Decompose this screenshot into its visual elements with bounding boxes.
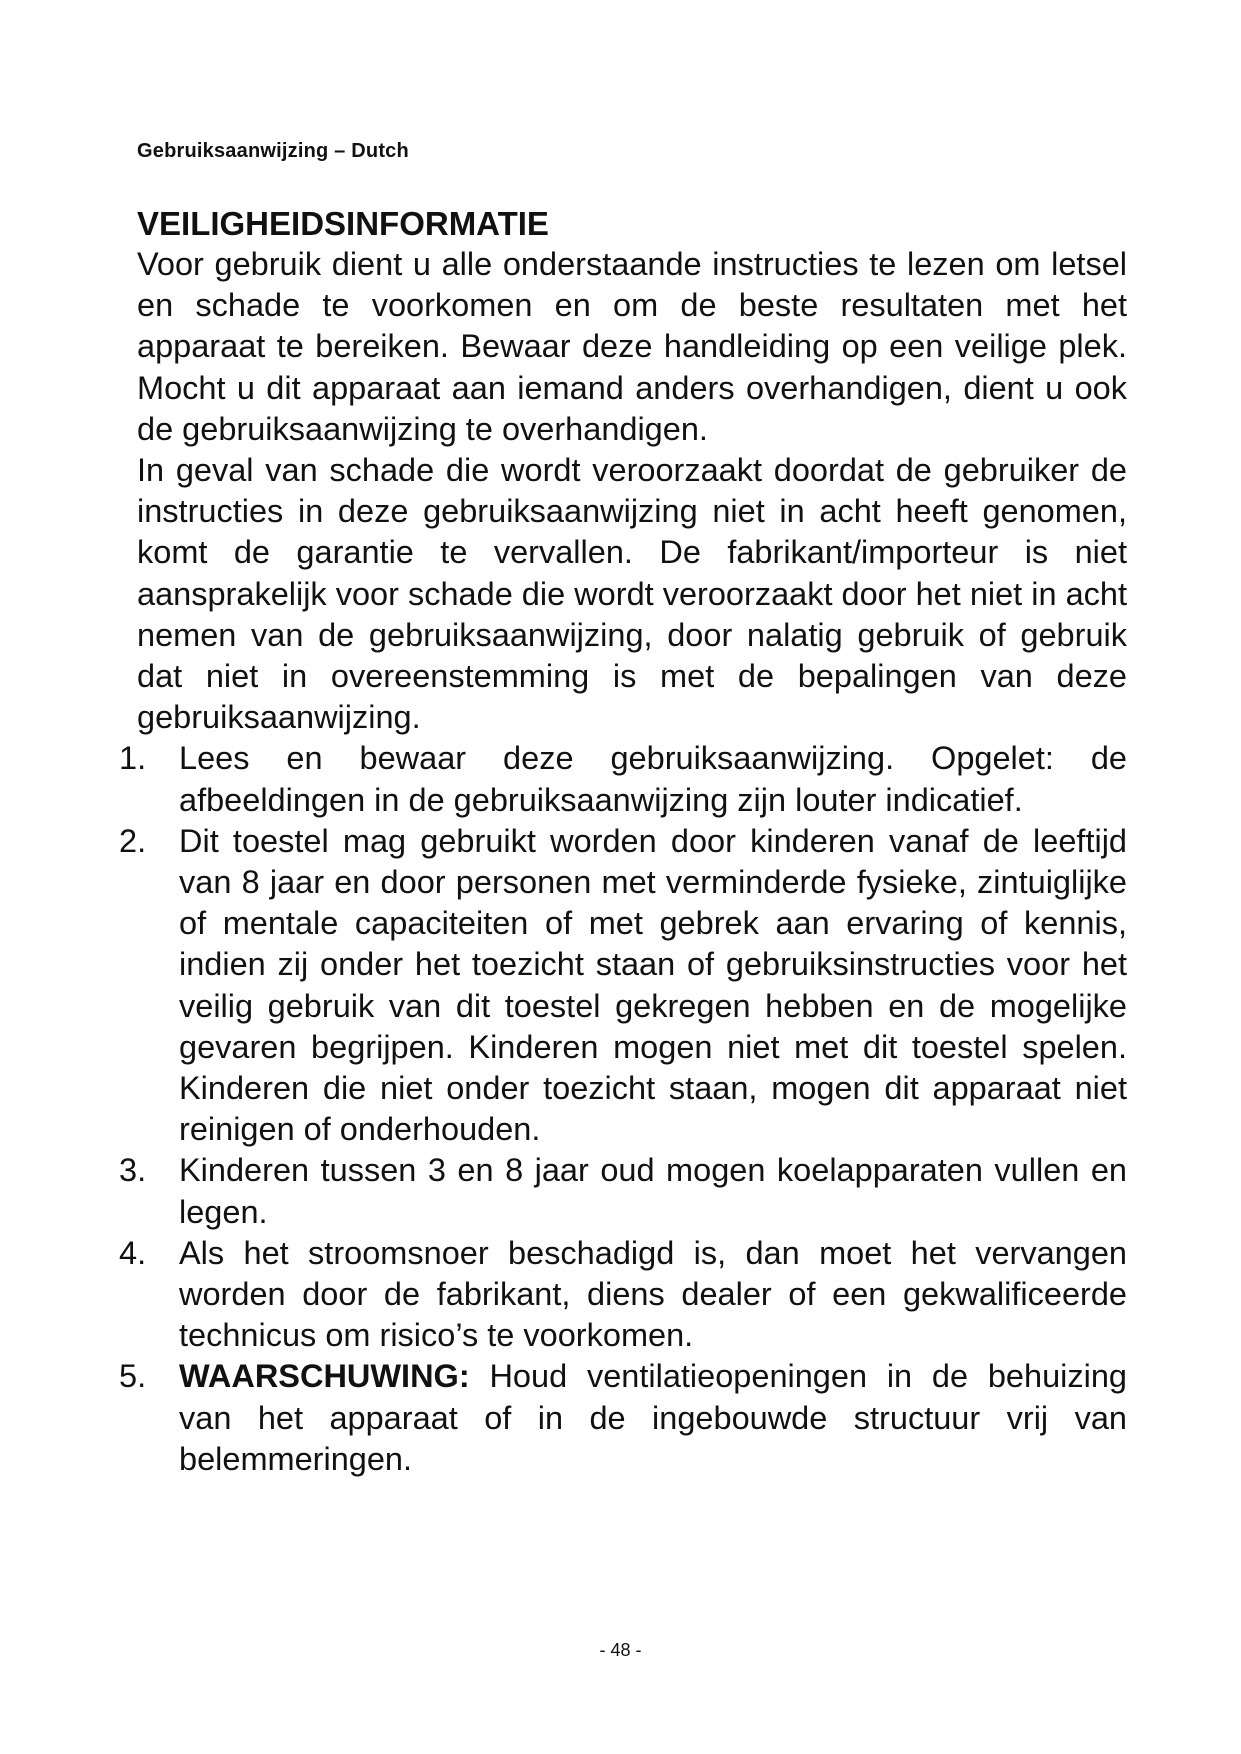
list-item — [119, 1233, 1127, 1357]
list-item-number: 5. — [119, 1358, 147, 1395]
page-number: - 48 - — [599, 1640, 642, 1660]
intro-paragraph: Voor gebruik dient u alle onderstaande instructies te lezen om letsel en schade te voorkomen en om de beste resultaten met het apparaat te bereiken. Bewaar deze handleiding op een veilige plek. Mocht u dit apparaat aan iemand anders overhandigen, dient u ook de gebruiksaanwijzing te overhandigen. — [137, 246, 1127, 447]
liability-paragraph: In geval van schade die wordt veroorzaakt doordat de gebruiker de instructies in deze gebruiksaanwijzing niet in acht heeft genomen, komt de garantie te vervallen. De fabrikant/importeur is niet aansprakelijk voor schade die wordt veroorzaakt door het niet in acht nemen van de gebruiksaanwijzing, door nalatig gebruik of gebruik dat niet in overeenstemming is met de bepalingen van deze gebruiksaanwijzing. — [137, 452, 1127, 736]
list-item — [119, 738, 1127, 820]
list-item-number: 4. — [119, 1234, 147, 1271]
list-item — [119, 821, 1127, 1151]
safety-section — [119, 203, 1127, 1480]
instruction-list — [119, 738, 1127, 1480]
list-item-number: 3. — [119, 1152, 147, 1189]
list-item — [119, 1356, 1127, 1480]
list-item — [119, 1150, 1127, 1232]
warning-label: WAARSCHUWING: — [179, 1358, 470, 1395]
list-item-text: Kinderen tussen 3 en 8 jaar oud mogen koelapparaten vullen en legen. — [179, 1152, 1127, 1230]
list-item-text: Als het stroomsnoer beschadigd is, dan moet het vervangen worden door de fabrikant, diens dealer of een gekwalificeerde technicus om risico’s te voorkomen. — [179, 1234, 1127, 1354]
section-title: VEILIGHEIDSINFORMATIE — [137, 205, 549, 242]
list-item-number: 1. — [119, 740, 147, 777]
list-item-text: Lees en bewaar deze gebruiksaanwijzing. Opgelet: de afbeeldingen in de gebruiksaanwijzing zijn louter indicatief. — [179, 740, 1127, 818]
list-item-number: 2. — [119, 822, 147, 859]
list-item-text: Dit toestel mag gebruikt worden door kinderen vanaf de leeftijd van 8 jaar en door personen met verminderde fysieke, zintuiglijke of mentale capaciteiten of met gebrek aan ervaring of kennis, indien zij onder het toezicht staan of gebruiksinstructies voor het veilig gebruik van dit toestel gekregen hebben en de mogelijke gevaren begrijpen. Kinderen mogen niet met dit toestel spelen. Kinderen die niet onder toezicht staan, mogen dit apparaat niet reinigen of onderhouden. — [179, 822, 1127, 1148]
document-header: Gebruiksaanwijzing – Dutch — [137, 140, 409, 162]
list-item-text: Houd ventilatieopeningen in de behuizing van het apparaat of in de ingebouwde structuur vrij van belemmeringen. — [179, 1358, 1127, 1477]
